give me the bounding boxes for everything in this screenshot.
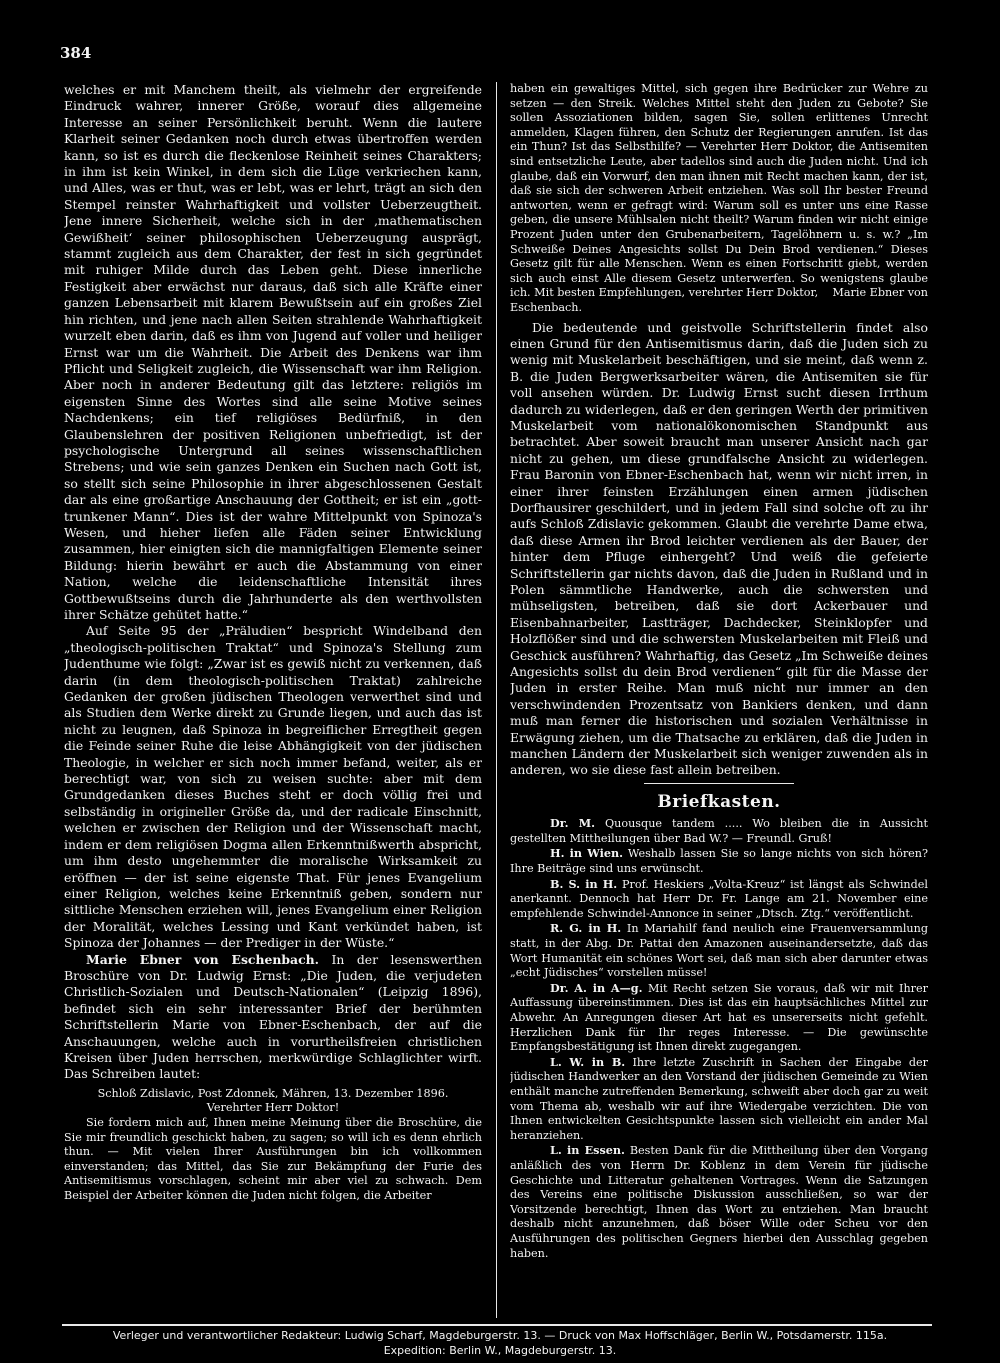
briefkasten-entry (510, 816, 928, 846)
briefkasten-entry (510, 921, 928, 980)
left-column (64, 82, 482, 1316)
letter-continuation-text: haben ein gewaltiges Mittel, sich gegen ihre Bedrücker zur Wehre zu setzen — den Streik. Welches Mittel steht den Juden zu Gebote? Sie sollen Assoziationen bilden, sagen Sie, sollen erlittenes Unrecht anmelden, Klagen führen, den Schutz der Regierungen anrufen. Ist das ein Thun? Ist das Selbsthilfe? — Verehrter Herr Doktor, die Antisemiten sind entsetzliche Leute, aber tadellos sind auch die Juden nicht. Und ich glaube, daß ein Vorwurf, den man ihnen mit Recht machen kann, der ist, daß sie sich der schweren Arbeit entziehen. Was soll Ihr bester Freund antworten, wenn er gefragt wird: Warum soll es unter uns eine Rasse geben, die unsere Mühlsalen nicht theilt? Warum finden wir nicht einige Prozent Juden unter den Grubenarbeitern, Tagelöhnern u. s. w.? „Im Schweiße Deines Angesichts sollst Du Dein Brod verdienen.“ Dieses Gesetz gilt für alle Menschen. Wenn es einen Fortschritt giebt, werden sich auch einst Alle diesem Gesetz unterwerfen. So wenigstens glaube ich. Mit besten Empfehlungen, verehrter Herr Doktor, (510, 82, 928, 300)
briefkasten-addressee: Dr. A. in A—g. (550, 980, 643, 995)
briefkasten-list (510, 816, 928, 1261)
briefkasten-entry (510, 1055, 928, 1144)
imprint-line-2: Expedition: Berlin W., Magdeburgerstr. 13. (383, 1344, 617, 1357)
imprint-footer (60, 1328, 940, 1358)
footer-rule (62, 1324, 932, 1326)
paragraph-3-text: In der lesenswerthen Broschüre von Dr. Ludwig Ernst: „Die Juden, die verjudeten Christlich-Sozialen und Deutsch-Nationalen“ (Leipzig 1896), befindet sich ein sehr interessanter Brief der berühmten Schriftstellerin Marie von Ebner-Eschenbach, der auf die Anschauungen, welche auch in vorurtheilsfreien christlichen Kreisen über Juden herrschen, merkwürdige Schlaglichter wirft. Das Schreiben lautet: (64, 951, 482, 1082)
briefkasten-text: Quousque tandem ..... Wo bleiben die in Aussicht gestellten Mittheilungen über Bad W.? — Freundl. Gruß! (510, 817, 928, 845)
briefkasten-addressee: L. in Essen. (550, 1143, 625, 1158)
letter-continuation (510, 82, 928, 316)
article-paragraph-2: Auf Seite 95 der „Präludien“ bespricht Windelband den „theologisch-politischen Traktat“ und Spinoza's Stellung zum Judenthume wie folgt: „Zwar ist es gewiß nicht zu verkennen, daß darin (in dem theologisch-politischen Traktat) zahlreiche Gedanken der großen jüdischen Theologen verwerthet sind und als Studien dem Werke direkt zu Grunde liegen, und auch das ist nicht zu leugnen, daß Spinoza in begreiflicher Erregtheit gegen die Feinde seiner Ruhe die leise Abhängigkeit von der jüdischen Theologie, in welcher er sich noch immer befand, weiter, als er berechtigt war, von sich zu weisen suchte: aber mit dem Grundgedanken dieses Buches steht er doch völlig frei und selbständig in origineller Größe da, und der radicale Einschnitt, welchen er zwischen der Religion und der Wissenschaft macht, indem er dem religiösen Dogma allen Erkenntnißwerth abspricht, um ihm desto ungehemmter die moralische Wirksamkeit zu eröffnen — der ist seine eigenste That. Für jenes Evangelium einer Religion, welches keine Erkenntniß geben, sondern nur sittliche Menschen erziehen will, jenes Evangelium einer Religion der Moralität, welches Lessing und Kant verkündet haben, ist Spinoza der Johannes — der Prediger in der Wüste.“ (64, 623, 482, 951)
briefkasten-entry (510, 877, 928, 922)
briefkasten-addressee: L. W. in B. (550, 1054, 626, 1069)
briefkasten-text: Weshalb lassen Sie so lange nichts von sich hören? Ihre Beiträge sind uns erwünscht. (510, 847, 928, 876)
letter-salutation: Verehrter Herr Doktor! (206, 1101, 340, 1115)
imprint-line-1: Verleger und verantwortlicher Redakteur: Ludwig Scharf, Magdeburgerstr. 13. — Druck von Max Hoffschläger, Berlin W., Potsdamerstr. 115a. (112, 1329, 888, 1342)
briefkasten-addressee: H. in Wien. (550, 846, 623, 861)
briefkasten-addressee: B. S. in H. (550, 876, 618, 891)
briefkasten-entry (510, 1143, 928, 1261)
letter-body: Sie fordern mich auf, Ihnen meine Meinung über die Broschüre, die Sie mir freundlich geschickt haben, zu sagen; so will ich es denn ehrlich thun. — Mit vielen Ihrer Ausführungen bin ich vollkommen einverstanden; das Mittel, das Sie zur Bekämpfung der Furie des Antisemitismus vorschlagen, scheint mir aber viel zu schwach. Dem Beispiel der Arbeiter können die Juden nicht folgen, die Arbeiter (64, 1115, 482, 1202)
briefkasten-addressee: R. G. in H. (550, 921, 622, 936)
article-paragraph-1: welches er mit Manchem theilt, als vielmehr der ergreifende Eindruck wahrer, innerer Größe, worauf dies allgemeine Interesse an seiner Persönlichkeit beruht. Wenn die lautere Klarheit seiner Gedanken noch durch etwas übertroffen werden kann, so ist es durch die fleckenlose Reinheit seines Charakters; in ihm ist kein Winkel, in dem sich die Lüge verkriechen kann, und Alles, was er thut, was er lebt, was er lehrt, trägt an sich den Stempel reinster Wahrhaftigkeit und vollster Ueberzeugtheit. Jene innere Sicherheit, welche sich in der ‚mathematischen Gewißheit‘ seiner philosophischen Ueberzeugung ausprägt, stammt zugleich aus dem Charakter, der fest in sich gegründet mit ruhiger Milde durch das Leben geht. Diese innerliche Festigkeit aber erwächst nur daraus, daß sich alle Kräfte einer ganzen Lebensarbeit mit klarem Bewußtsein auf ein großes Ziel hin richten, und jene nach allen Seiten strahlende Wahrhaftigkeit wurzelt eben darin, daß es ihm von Jugend auf voller und heiliger Ernst war um die Wahrheit. Die Arbeit des Denkens war ihm Pflicht und Seligkeit zugleich, die Wissenschaft war ihm Religion. Aber noch in anderer Bedeutung gilt das letztere: religiös im eigensten Sinne des Wortes sind alle seine Motive seines Nachdenkens; ein tief religiöses Bedürfniß, in den Glaubenslehren der positiven Religionen unbefriedigt, ist der psychologische Untergrund all seines wissenschaftlichen Strebens; und wie sein ganzes Denken ein Suchen nach Gott ist, so stellt sich seine Philosophie in ihrer abgeschlossenen Gestalt dar als eine großartige Anschauung der Gottheit; er ist ein „gott-trunkener Mann“. Dies ist der wahre Mittelpunkt von Spinoza's Wesen, und hieher liefen alle Fäden seiner Entwicklung zusammen, hier einigten sich die mannigfaltigen Elemente seiner Bildung: hierin bewährt er auch die Abstammung von einer Nation, welche die leidenschaftliche Intensität ihres Gottbewußtseins durch die Jahrhunderte als den werthvollsten ihrer Schätze gehütet hatte.“ (64, 82, 482, 622)
letter-place-date: Schloß Zdislavic, Post Zdonnek, Mähren, 13. Dezember 1896. (97, 1086, 449, 1100)
right-column (510, 82, 928, 1316)
briefkasten-title: Briefkasten. (657, 791, 781, 812)
letter-signature: Marie Ebner von Eschenbach. (510, 286, 928, 314)
briefkasten-text: Mit Recht setzen Sie voraus, daß wir mit Ihrer Auffassung übereinstimmen. Dies ist das ein hauptsächliches Mittel zur Abwehr. An Anregungen dieser Art hat es unsererseits nicht gefehlt. Herzlichen Dank für Ihr reges Interesse. — Die gewünschte Empfangsbestätigung ist Ihnen direkt zugegangen. (510, 981, 928, 1054)
briefkasten-text: Prof. Heskiers „Volta-Kreuz“ ist längst als Schwindel anerkannt. Dennoch hat Herr Dr. Fr. Lange am 21. November eine empfehlende Schwindel-Annonce in seiner „Dtsch. Ztg.“ veröffentlicht. (510, 877, 928, 920)
briefkasten-text: In Mariahilf fand neulich eine Frauenversammlung statt, in der Abg. Dr. Pattai den Amazonen auseinandersetzte, daß das Wort Humanität ein schönes Wort sei, daß man sich aber darunter etwas „echt Jüdisches“ vorstellen müsse! (510, 922, 928, 980)
briefkasten-text: Ihre letzte Zuschrift in Sachen der Eingabe der jüdischen Handwerker an den Vorstand der jüdischen Gemeinde zu Wien enthält manche zutreffenden Bemerkung, schweift aber doch gar zu weit vom Thema ab, weshalb wir auf ihre Wiedergabe verzichten. Die von Ihnen entwickelten Gesichtspunkte lassen sich vielleicht ein ander Mal heranziehen. (510, 1055, 928, 1142)
briefkasten-text: Besten Dank für die Mittheilung über den Vorgang anläßlich des von Herrn Dr. Koblenz in dem Verein für jüdische Geschichte und Litteratur gehaltenen Vortrages. Wenn die Satzungen des Vereins eine politische Diskussion ausschließen, so war der Vorsitzende berechtigt, Ihnen das Wort zu entziehen. Man braucht deshalb nicht anzunehmen, daß böser Wille oder Scheu vor den Ausführungen des politischen Gegners hierbei den Ausschlag gegeben haben. (510, 1144, 928, 1260)
briefkasten-addressee: Dr. M. (550, 816, 596, 831)
article-paragraph-3 (64, 952, 482, 1083)
page-number: 384 (60, 44, 92, 62)
section-rule (644, 783, 794, 784)
briefkasten-entry (510, 846, 928, 876)
section-heading-name: Marie Ebner von Eschenbach. (86, 951, 319, 967)
article-paragraph-main: Die bedeutende und geistvolle Schriftstellerin findet also einen Grund für den Antisemitismus darin, daß die Juden sich zu wenig mit Muskelarbeit beschäftigen, und sie meint, daß wenn z. B. die Juden Bergwerksarbeiter wären, die Antisemiten sie für voll ansehen würden. Dr. Ludwig Ernst sucht diesen Irrthum dadurch zu widerlegen, daß er den geringen Werth der primitiven Muskelarbeit vom nationalökonomischen Standpunkt aus betrachtet. Aber soweit braucht man unserer Ansicht nach gar nicht zu gehen, um diese grundfalsche Ansicht zu widerlegen. Frau Baronin von Ebner-Eschenbach hat, wenn wir nicht irren, in einer ihrer feinsten Erzählungen einen armen jüdischen Dorfhausirer geschildert, und in jedem Fall sind solche oft zu ihr aufs Schloß Zdislavic gekommen. Glaubt die verehrte Dame etwa, daß diese Armen ihr Brod leichter verdienen als der Bauer, der hinter dem Pfluge einhergeht? Und weiß die gefeierte Schriftstellerin gar nichts davon, daß die Juden in Rußland und in Polen sämmtliche Handwerke, auch die schwersten und mühseligsten, betreiben, daß sie dort Ackerbauer und Eisenbahnarbeiter, Lastträger, Dachdecker, Steinklopfer und Holzflößer sind und die schwersten Muskelarbeiten mit Fleiß und Geschick ausführen? Wahrhaftig, das Gesetz „Im Schweiße deines Angesichts sollst du dein Brod verdienen“ gilt für die Masse der Juden in erster Reihe. Man muß nicht nur immer an den verschwindenden Prozentsatz von Bankiers denken, und dann muß man ferner die historischen und sozialen Verhältnisse in Erwägung ziehen, um die Thatsache zu erklären, daß die Juden in manchen Ländern der Muskelarbeit sich weniger zuwenden als in anderen, wo sie diese fast allein betreiben. (510, 319, 928, 778)
briefkasten-entry (510, 981, 928, 1055)
column-divider (496, 82, 497, 1318)
